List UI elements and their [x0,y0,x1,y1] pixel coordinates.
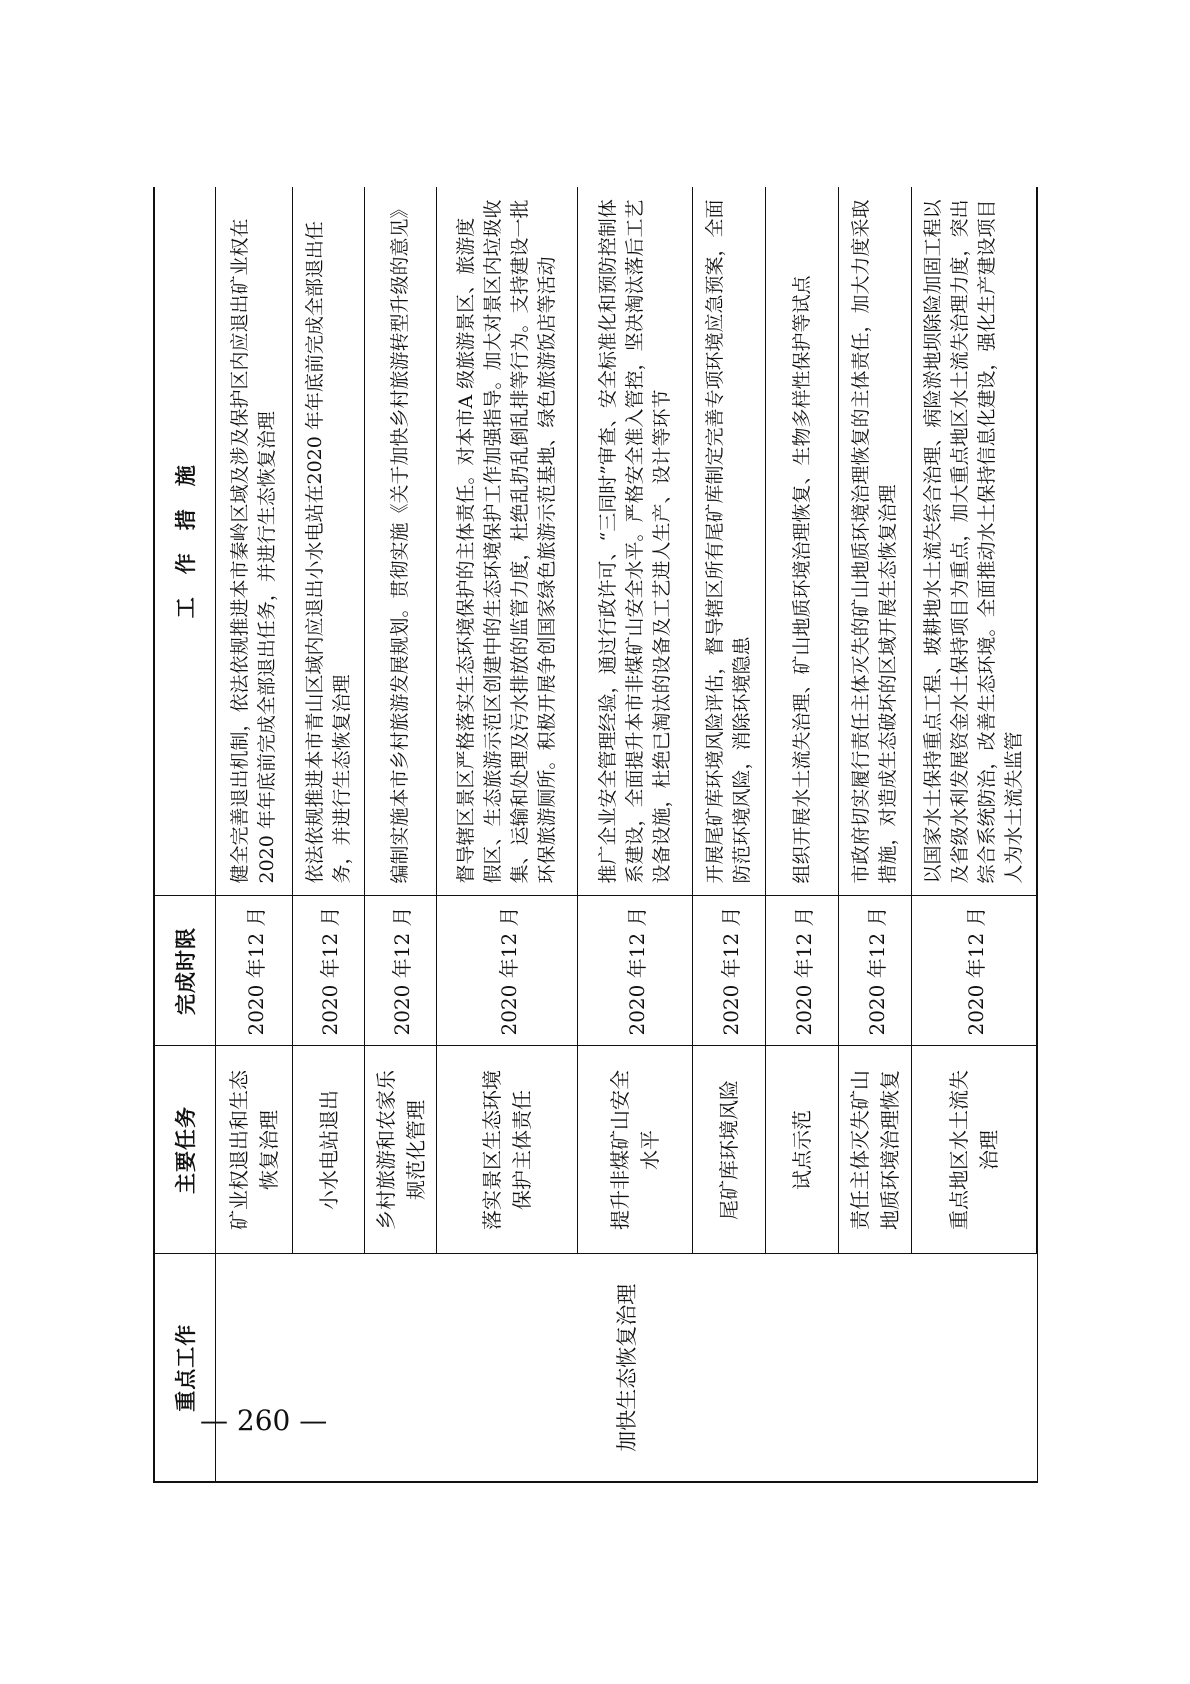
measure-cell: 督导辖区景区严格落实生态环境保护的主体责任。对本市A 级旅游景区、旅游度假区、生态旅游示范区创建中的生态环境保护工作加强指导。加大对景区内垃圾收集、运输和处理及污水排放的监管力度，杜绝乱扔乱倒乱排等行为。支持建设一批环保旅游厕所。积极开展争创国家绿色旅游示范基地、绿色旅游饭店等活动 [437,187,578,896]
measure-cell: 开展尾矿库环境风险评估，督导辖区所有尾矿库制定完善专项环境应急预案，全面防范环境风险，消除环境隐患 [692,187,765,896]
header-key-work: 重点工作 [154,1254,216,1482]
task-cell: 尾矿库环境风险 [692,1046,765,1254]
measure-cell: 编制实施本市乡村旅游发展规划。贯彻实施《关于加快乡村旅游转型升级的意见》 [365,187,437,896]
header-measures: 工 作 措 施 [154,187,216,896]
task-cell: 提升非煤矿山安全水平 [578,1046,693,1254]
task-cell: 重点地区水土流失治理 [912,1046,1037,1254]
deadline-cell: 2020 年12 月 [912,896,1037,1046]
task-cell: 试点示范 [766,1046,839,1254]
landscape-table-container [153,187,1038,1483]
task-cell: 乡村旅游和农家乐规范化管理 [365,1046,437,1254]
deadline-cell: 2020 年12 月 [692,896,765,1046]
deadline-cell: 2020 年12 月 [216,896,293,1046]
deadline-cell: 2020 年12 月 [839,896,912,1046]
deadline-cell: 2020 年12 月 [365,896,437,1046]
page-number: — 260 — [200,1404,328,1437]
measure-cell: 依法依规推进本市青山区域内应退出小水电站在2020 年年底前完成全部退出任务，并进行生态恢复治理 [293,187,365,896]
deadline-cell: 2020 年12 月 [578,896,693,1046]
key-work-cell: 加快生态恢复治理 [216,1254,1038,1482]
deadline-cell: 2020 年12 月 [293,896,365,1046]
rotated-table-frame [153,187,1038,1483]
header-row [154,187,216,1482]
measure-cell: 组织开展水土流失治理、矿山地质环境治理恢复、生物多样性保护等试点 [766,187,839,896]
table-row [216,187,293,1482]
measure-cell: 市政府切实履行责任主体灭失的矿山地质环境治理恢复的主体责任，加大力度采取措施，对造成生态破坏的区域开展生态恢复治理 [839,187,912,896]
measure-cell: 健全完善退出机制，依法依规推进本市秦岭区域及涉及保护区内应退出矿业权在2020 年年底前完成全部退出任务，并进行生态恢复治理 [216,187,293,896]
task-cell: 责任主体灭失矿山地质环境治理恢复 [839,1046,912,1254]
deadline-cell: 2020 年12 月 [437,896,578,1046]
header-deadline: 完成时限 [154,896,216,1046]
measures-table [153,187,1038,1483]
task-cell: 落实景区生态环境保护主体责任 [437,1046,578,1254]
header-main-task: 主要任务 [154,1046,216,1254]
deadline-cell: 2020 年12 月 [766,896,839,1046]
task-cell: 矿业权退出和生态恢复治理 [216,1046,293,1254]
task-cell: 小水电站退出 [293,1046,365,1254]
measure-cell: 推广企业安全管理经验，通过行政许可、“三同时”审查、安全标准化和预防控制体系建设，全面提升本市非煤矿山安全水平。严格安全准入管控，坚决淘汰落后工艺设备设施，杜绝已淘汰的设备及工艺进人生产、设计等环节 [578,187,693,896]
measure-cell: 以国家水土保持重点工程、坡耕地水土流失综合治理、病险淤地坝除险加固工程以及省级水利发展资金水土保持项目为重点，加大重点地区水土流失治理力度，突出综合系统防治，改善生态环境。全面推动水土保持信息化建设，强化生产建设项目人为水土流失监管 [912,187,1037,896]
